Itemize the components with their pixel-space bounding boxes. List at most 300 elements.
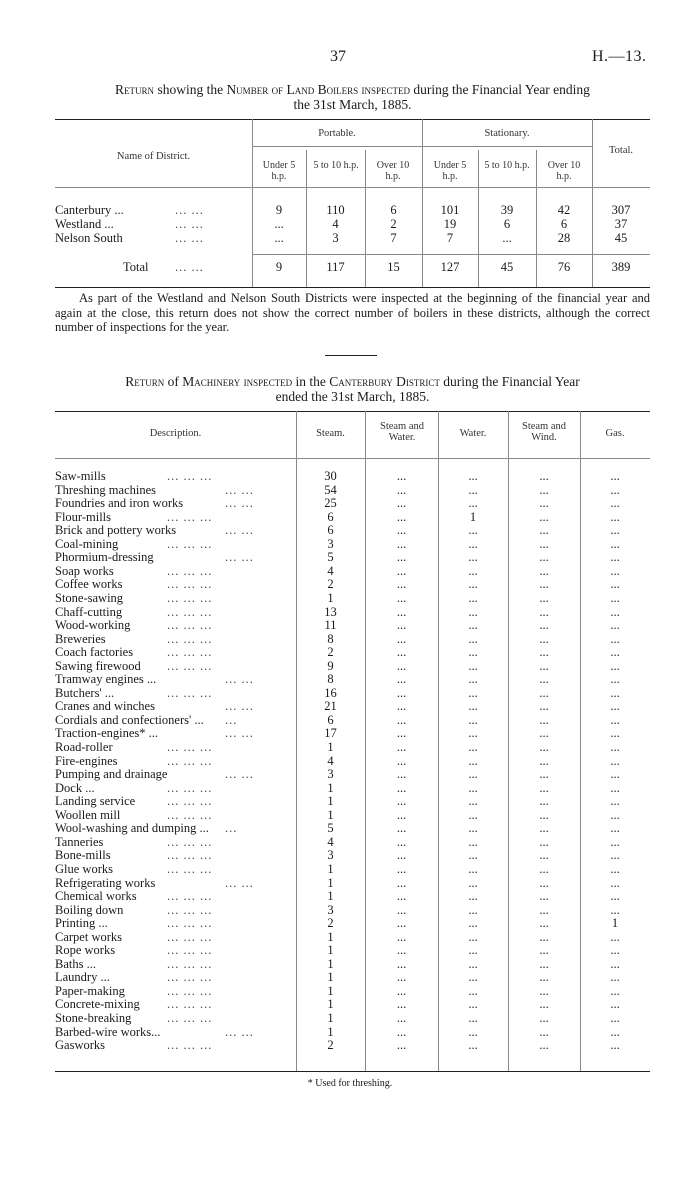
steam-water-count: ... <box>396 970 407 985</box>
gas-count: ... <box>610 821 620 836</box>
water-count: ... <box>468 753 478 768</box>
machine-description: Foundries and iron works <box>55 496 184 511</box>
machine-description: Refrigerating works <box>55 875 156 890</box>
table-row <box>55 958 655 972</box>
footnote: * Used for threshing. <box>307 1078 393 1089</box>
table-row <box>55 687 655 701</box>
leader-dots: ... ... ... <box>167 780 213 795</box>
leader-dots: ... ... ... <box>167 685 213 700</box>
machine-description: Baths ... <box>55 956 96 971</box>
caption-text: during the Financial Year ending <box>413 82 590 97</box>
water-count: ... <box>468 712 478 727</box>
machine-description: Fire-engines <box>55 753 118 768</box>
gas-count: ... <box>610 794 620 809</box>
table-row <box>55 619 655 633</box>
steam-count: 5 <box>327 550 334 565</box>
table-row <box>55 727 655 741</box>
leader-dots: ... ... ... <box>167 740 213 754</box>
leader-dots: ... ... <box>225 482 254 497</box>
water-count: ... <box>468 821 478 836</box>
machine-description: Phormium-dressing <box>55 550 154 565</box>
leader-dots: ... ... <box>225 726 254 741</box>
water-count: ... <box>468 604 478 619</box>
steam-count: 1 <box>327 875 334 890</box>
boilers-note: As part of the Westland and Nelson South Districts were inspected at the beginning of the financial year and again at the close, this return does not show the correct number of boilers in these districts, although the correct number of inspections for the year. <box>55 291 650 334</box>
leader-dots: ... ... <box>225 875 254 890</box>
col-header-total: Total. <box>608 145 634 156</box>
cell: 2 <box>390 217 397 231</box>
gas-count: ... <box>610 590 620 605</box>
table-row <box>55 795 655 809</box>
total-label: Total <box>123 260 149 274</box>
steam-count: 1 <box>327 997 334 1012</box>
leader-dots: ... ... ... <box>167 916 213 931</box>
leader-dots: ... ... ... <box>167 1011 213 1025</box>
gas-count: ... <box>610 943 620 958</box>
caption-date: the 31st March, 1885. <box>293 97 412 112</box>
steam-count: 6 <box>327 509 334 524</box>
machine-description: Stone-sawing <box>55 590 124 605</box>
steam-wind-count: ... <box>539 550 549 565</box>
table-row <box>55 822 655 836</box>
machine-description: Wool-washing and dumping ... <box>55 821 209 836</box>
water-count: ... <box>468 780 478 795</box>
steam-water-count: ... <box>396 834 407 849</box>
steam-count: 3 <box>327 536 334 551</box>
col-header-steam-water: Steam and Water. <box>379 421 425 443</box>
leader-dots: ... ... ... <box>167 848 213 863</box>
gas-count: ... <box>610 658 620 673</box>
steam-wind-count: ... <box>539 929 549 944</box>
steam-water-count: ... <box>396 604 407 619</box>
steam-water-count: ... <box>396 902 407 917</box>
caption-text: during the Financial Year <box>443 374 580 389</box>
steam-wind-count: ... <box>539 861 549 876</box>
steam-count: 2 <box>327 1038 334 1053</box>
machine-description: Tramway engines ... <box>55 672 157 687</box>
gas-count: ... <box>610 469 620 483</box>
steam-wind-count: ... <box>539 956 549 971</box>
leader-dots: ... ... ... <box>167 509 213 524</box>
steam-wind-count: ... <box>539 631 549 646</box>
table-row <box>55 673 655 687</box>
leader-dots: ... ... <box>175 231 204 245</box>
steam-count: 3 <box>327 767 334 782</box>
steam-count: 1 <box>327 889 334 904</box>
leader-dots: ... <box>225 712 238 727</box>
col-header-gas: Gas. <box>605 428 625 439</box>
gas-count: ... <box>610 1024 620 1039</box>
steam-water-count: ... <box>396 672 407 687</box>
gas-count: ... <box>610 780 620 795</box>
leader-dots: ... ... <box>225 523 254 538</box>
steam-count: 6 <box>327 523 334 538</box>
steam-count: 1 <box>327 590 334 605</box>
steam-wind-count: ... <box>539 509 549 524</box>
caption-text: showing the <box>157 82 224 97</box>
steam-wind-count: ... <box>539 889 549 904</box>
steam-count: 4 <box>327 563 334 578</box>
leader-dots: ... ... ... <box>167 563 213 578</box>
steam-count: 2 <box>327 577 334 592</box>
leader-dots: ... ... ... <box>167 618 213 633</box>
machine-description: Threshing machines <box>55 482 157 497</box>
steam-wind-count: ... <box>539 970 549 985</box>
steam-wind-count: ... <box>539 726 549 741</box>
water-count: ... <box>468 550 478 565</box>
steam-wind-count: ... <box>539 523 549 538</box>
table-row <box>55 917 655 931</box>
gas-count: ... <box>610 496 620 511</box>
steam-wind-count: ... <box>539 1011 549 1025</box>
gas-count: ... <box>610 740 620 754</box>
table-row <box>55 890 655 904</box>
water-count: ... <box>468 929 478 944</box>
steam-count: 1 <box>327 740 334 754</box>
steam-count: 1 <box>327 970 334 985</box>
leader-dots: ... ... ... <box>167 590 213 605</box>
steam-water-count: ... <box>396 550 407 565</box>
cell: 6 <box>503 217 511 231</box>
steam-count: 3 <box>327 902 334 917</box>
col-sub-header: 5 to 10 h.p. <box>484 160 530 171</box>
steam-water-count: ... <box>396 699 407 714</box>
leader-dots: ... ... <box>175 203 204 217</box>
machine-description: Wood-working <box>55 618 131 633</box>
water-count: 1 <box>469 509 477 524</box>
steam-wind-count: ... <box>539 1038 549 1053</box>
steam-water-count: ... <box>396 753 407 768</box>
steam-count: 8 <box>327 672 334 687</box>
table-row <box>55 809 655 823</box>
table-row <box>55 232 655 246</box>
leader-dots: ... ... ... <box>167 577 213 592</box>
cell: 4 <box>332 217 339 231</box>
cell: 45 <box>500 260 514 274</box>
table-row <box>55 877 655 891</box>
steam-count: 13 <box>324 604 337 619</box>
machine-description: Traction-engines* ... <box>55 726 158 741</box>
caption-subject: Number of Land Boilers inspected <box>226 82 410 97</box>
district-name: Canterbury ... <box>55 203 124 217</box>
cell: 7 <box>390 231 397 245</box>
caption-district: Canterbury District <box>329 374 440 389</box>
col-header-district: Name of District. <box>116 151 191 162</box>
table-row <box>55 633 655 647</box>
machinery-caption <box>55 374 650 404</box>
machine-description: Coach factories <box>55 645 134 660</box>
steam-water-count: ... <box>396 821 407 836</box>
water-count: ... <box>468 1011 478 1025</box>
machine-description: Stone-breaking <box>55 1011 132 1025</box>
machine-description: Cranes and winches <box>55 699 155 714</box>
gas-count: ... <box>610 618 620 633</box>
steam-count: 1 <box>327 983 334 998</box>
boilers-caption <box>55 82 650 112</box>
machine-description: Sawing firewood <box>55 658 141 673</box>
water-count: ... <box>468 563 478 578</box>
leader-dots: ... ... <box>225 699 254 714</box>
water-count: ... <box>468 875 478 890</box>
steam-wind-count: ... <box>539 496 549 511</box>
cell: 42 <box>557 203 571 217</box>
machine-description: Saw-mills <box>55 469 106 483</box>
table-row <box>55 646 655 660</box>
table-row <box>55 944 655 958</box>
gas-count: ... <box>610 509 620 524</box>
machine-description: Road-roller <box>55 740 113 754</box>
steam-water-count: ... <box>396 740 407 754</box>
steam-count: 1 <box>327 807 334 822</box>
table-row <box>55 863 655 877</box>
steam-wind-count: ... <box>539 875 549 890</box>
gas-count: ... <box>610 672 620 687</box>
machine-description: Carpet works <box>55 929 122 944</box>
gas-count: ... <box>610 997 620 1012</box>
gas-count: ... <box>610 983 620 998</box>
leader-dots: ... ... <box>225 550 254 565</box>
machine-description: Coal-mining <box>55 536 119 551</box>
table-row <box>55 484 655 498</box>
steam-count: 9 <box>327 658 334 673</box>
gas-count: ... <box>610 767 620 782</box>
table-row <box>55 511 655 525</box>
leader-dots: ... ... ... <box>167 902 213 917</box>
leader-dots: ... ... <box>225 1024 254 1039</box>
steam-count: 1 <box>327 929 334 944</box>
water-count: ... <box>468 902 478 917</box>
water-count: ... <box>468 726 478 741</box>
gas-count: ... <box>610 604 620 619</box>
steam-wind-count: ... <box>539 590 549 605</box>
cell: 127 <box>440 260 460 274</box>
steam-water-count: ... <box>396 956 407 971</box>
steam-count: 1 <box>327 1024 334 1039</box>
gas-count: ... <box>610 577 620 592</box>
caption-lead-word: Return <box>125 374 165 389</box>
caption-subject: Machinery inspected <box>182 374 293 389</box>
table-row <box>55 985 655 999</box>
steam-water-count: ... <box>396 469 407 483</box>
table-row <box>55 1012 655 1026</box>
table-row <box>55 741 655 755</box>
gas-count: ... <box>610 712 620 727</box>
machine-description: Flour-mills <box>55 509 112 524</box>
water-count: ... <box>468 631 478 646</box>
gas-count: ... <box>610 956 620 971</box>
water-count: ... <box>468 1038 478 1053</box>
page-number: 37 <box>330 48 346 65</box>
steam-count: 1 <box>327 956 334 971</box>
district-name: Westland ... <box>55 217 114 231</box>
table-row <box>55 565 655 579</box>
table-row <box>55 218 655 232</box>
table-row <box>55 551 655 565</box>
machine-description: Boiling down <box>55 902 124 917</box>
table-total-row <box>55 261 655 275</box>
water-count: ... <box>468 794 478 809</box>
leader-dots: ... ... ... <box>167 794 213 809</box>
cell: 19 <box>443 217 457 231</box>
water-count: ... <box>468 685 478 700</box>
steam-water-count: ... <box>396 861 407 876</box>
machine-description: Chemical works <box>55 889 137 904</box>
leader-dots: ... ... <box>175 217 204 231</box>
cell: 117 <box>326 260 345 274</box>
table-row <box>55 606 655 620</box>
leader-dots: ... ... ... <box>167 983 213 998</box>
steam-wind-count: ... <box>539 983 549 998</box>
cell: 101 <box>440 203 460 217</box>
steam-wind-count: ... <box>539 821 549 836</box>
steam-water-count: ... <box>396 658 407 673</box>
steam-wind-count: ... <box>539 848 549 863</box>
leader-dots: ... ... ... <box>167 658 213 673</box>
table-row <box>55 660 655 674</box>
table-row <box>55 538 655 552</box>
gas-count: ... <box>610 902 620 917</box>
table-row <box>55 1039 655 1053</box>
steam-count: 54 <box>324 482 337 497</box>
water-count: ... <box>468 577 478 592</box>
cell: ... <box>274 217 284 231</box>
cell: 3 <box>332 231 339 245</box>
cell: 39 <box>500 203 514 217</box>
steam-count: 4 <box>327 753 334 768</box>
steam-wind-count: ... <box>539 618 549 633</box>
machine-description: Brick and pottery works <box>55 523 177 538</box>
steam-wind-count: ... <box>539 997 549 1012</box>
machine-description: Landing service <box>55 794 136 809</box>
steam-wind-count: ... <box>539 767 549 782</box>
machine-description: Concrete-mixing <box>55 997 140 1012</box>
steam-water-count: ... <box>396 807 407 822</box>
water-count: ... <box>468 590 478 605</box>
steam-wind-count: ... <box>539 672 549 687</box>
cell: ... <box>502 231 512 245</box>
water-count: ... <box>468 861 478 876</box>
leader-dots: ... ... <box>225 767 254 782</box>
steam-water-count: ... <box>396 1011 407 1025</box>
machine-description: Woollen mill <box>55 807 121 822</box>
steam-wind-count: ... <box>539 943 549 958</box>
steam-count: 30 <box>324 469 337 483</box>
machine-description: Laundry ... <box>55 970 110 985</box>
water-count: ... <box>468 645 478 660</box>
water-count: ... <box>468 536 478 551</box>
leader-dots: ... ... ... <box>167 929 213 944</box>
gas-count: ... <box>610 807 620 822</box>
steam-water-count: ... <box>396 848 407 863</box>
col-sub-header: Over 10 h.p. <box>547 160 581 182</box>
machine-description: Gasworks <box>55 1038 105 1053</box>
steam-water-count: ... <box>396 590 407 605</box>
cell: 6 <box>560 217 568 231</box>
steam-water-count: ... <box>396 929 407 944</box>
table-row <box>55 849 655 863</box>
steam-water-count: ... <box>396 1038 407 1053</box>
water-count: ... <box>468 1024 478 1039</box>
steam-count: 1 <box>327 1011 334 1025</box>
leader-dots: ... ... ... <box>167 604 213 619</box>
water-count: ... <box>468 997 478 1012</box>
cell: 9 <box>275 260 283 274</box>
steam-wind-count: ... <box>539 482 549 497</box>
leader-dots: ... <box>225 821 238 836</box>
machine-description: Coffee works <box>55 577 123 592</box>
steam-wind-count: ... <box>539 685 549 700</box>
gas-count: ... <box>610 482 620 497</box>
table-row <box>55 971 655 985</box>
steam-water-count: ... <box>396 712 407 727</box>
cell: 28 <box>557 231 571 245</box>
machine-description: Rope works <box>55 943 116 958</box>
steam-count: 2 <box>327 916 334 931</box>
district-name: Nelson South <box>55 231 123 245</box>
machine-description: Paper-making <box>55 983 125 998</box>
gas-count: ... <box>610 550 620 565</box>
steam-water-count: ... <box>396 889 407 904</box>
leader-dots: ... ... ... <box>167 631 213 646</box>
steam-wind-count: ... <box>539 916 549 931</box>
machine-description: Pumping and drainage <box>55 767 168 782</box>
steam-water-count: ... <box>396 794 407 809</box>
steam-wind-count: ... <box>539 740 549 754</box>
water-count: ... <box>468 807 478 822</box>
steam-count: 8 <box>327 631 334 646</box>
table-row <box>55 836 655 850</box>
steam-wind-count: ... <box>539 536 549 551</box>
steam-water-count: ... <box>396 1024 407 1039</box>
water-count: ... <box>468 672 478 687</box>
steam-water-count: ... <box>396 780 407 795</box>
gas-count: ... <box>610 685 620 700</box>
caption-text: of <box>167 374 179 389</box>
caption-lead-word: Return <box>115 82 155 97</box>
col-header-steam: Steam. <box>316 428 345 439</box>
steam-wind-count: ... <box>539 577 549 592</box>
machine-description: Barbed-wire works... <box>55 1024 161 1039</box>
table-row <box>55 755 655 769</box>
steam-count: 17 <box>324 726 337 741</box>
table-row <box>55 470 655 484</box>
gas-count: ... <box>610 970 620 985</box>
leader-dots: ... ... ... <box>167 645 213 660</box>
water-count: ... <box>468 740 478 754</box>
gas-count: ... <box>610 929 620 944</box>
water-count: ... <box>468 834 478 849</box>
water-count: ... <box>468 469 478 483</box>
row-total: 45 <box>614 231 628 245</box>
table-row <box>55 931 655 945</box>
leader-dots: ... ... ... <box>167 956 213 971</box>
steam-wind-count: ... <box>539 780 549 795</box>
steam-water-count: ... <box>396 997 407 1012</box>
steam-count: 25 <box>324 496 337 511</box>
steam-water-count: ... <box>396 536 407 551</box>
steam-water-count: ... <box>396 916 407 931</box>
leader-dots: ... ... ... <box>167 970 213 985</box>
steam-water-count: ... <box>396 509 407 524</box>
water-count: ... <box>468 983 478 998</box>
gas-count: ... <box>610 699 620 714</box>
cell: 7 <box>446 231 454 245</box>
grand-total: 389 <box>611 260 631 274</box>
leader-dots: ... ... ... <box>167 469 213 483</box>
leader-dots: ... ... ... <box>167 807 213 822</box>
machine-description: Cordials and confectioners' ... <box>55 712 204 727</box>
machine-description: Soap works <box>55 563 114 578</box>
